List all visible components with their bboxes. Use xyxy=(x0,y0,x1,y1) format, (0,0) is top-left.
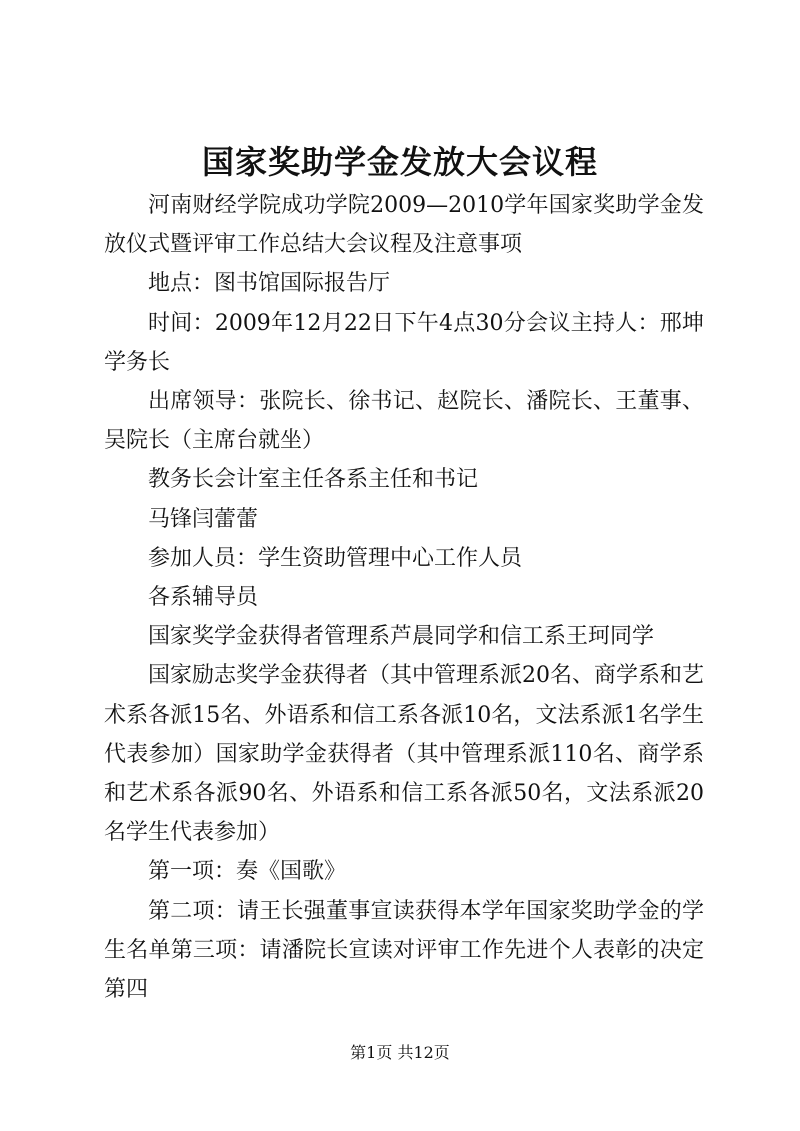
paragraph-participants: 参加人员：学生资助管理中心工作人员 xyxy=(148,545,523,571)
paragraph-counselors: 各系辅导员 xyxy=(148,585,259,611)
paragraph-names: 马锋闫蕾蕾 xyxy=(148,506,259,532)
paragraph-officials: 教务长会计室主任各系主任和书记 xyxy=(148,467,479,493)
paragraph-location: 地点：图书馆国际报告厅 xyxy=(148,271,391,297)
paragraph-item-two: 第二项：请王长强董事宣读获得本学年国家奖助学金的学生名单第三项：请潘院长宣读对评审工作先进个人表彰的决定第四 xyxy=(104,898,704,1003)
document-title: 国家奖助学金发放大会议程 xyxy=(201,143,598,181)
paragraph-item-one: 第一项：奏《国歌》 xyxy=(148,859,347,885)
paragraph-time-host: 时间：2009年12月22日下午4点30分会议主持人：邢坤学务长 xyxy=(104,310,704,375)
paragraph-intro: 河南财经学院成功学院2009—2010学年国家奖助学金发放仪式暨评审工作总结大会议程及注意事项 xyxy=(104,193,704,258)
paragraph-scholarship-winners: 国家奖学金获得者管理系芦晨同学和信工系王珂同学 xyxy=(148,624,655,650)
document-body xyxy=(104,186,704,1009)
page-number: 第1页 共12页 xyxy=(350,1043,450,1062)
paragraph-leaders: 出席领导：张院长、徐书记、赵院长、潘院长、王董事、吴院长（主席台就坐） xyxy=(104,389,704,454)
paragraph-grant-winners: 国家励志奖学金获得者（其中管理系派20名、商学系和艺术系各派15名、外语系和信工系各派10名，文法系派1名学生代表参加）国家助学金获得者（其中管理系派110名、商学系和艺术系各派90名、外语系和信工系各派50名，文法系派20名学生代表参加） xyxy=(104,663,704,846)
